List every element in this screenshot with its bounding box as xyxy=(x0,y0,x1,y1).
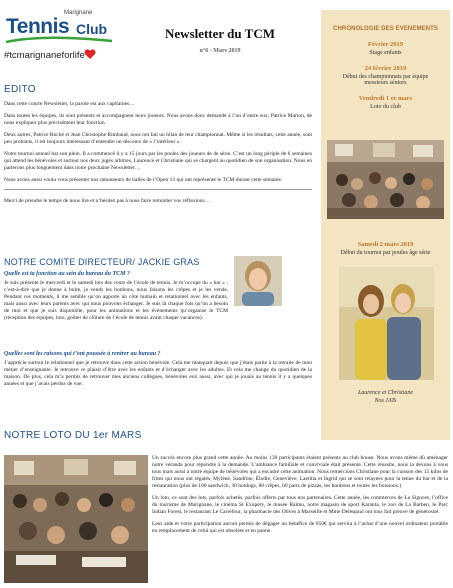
edito-paragraph: Dans toutes les équipes, ils sont présents et accompagnent leurs joueurs. Nous avons donc demandé à l’un d’entre eux, Patrice Marion, de nous expliquer plus précisément leur fonction. xyxy=(4,113,312,126)
event-date: Vendredi 1 er mars xyxy=(358,95,413,102)
heart-icon xyxy=(84,49,96,60)
edito-paragraph: Deux autres, Patrice Roché et Jean Christophe Rimbaud, nous ont fait un bilan de leur championnat. Même si les résultats, cette année, sont peu probants, il est toujours intéressant d’entendre un discours de « l’intérieur ». xyxy=(4,132,312,145)
edito-section xyxy=(4,84,312,210)
edito-paragraph: Nous avons aussi voulu vous présenter nos ramasseurs de balles de l’Open 13 qui ont représenté le TCM durant cette semaine. xyxy=(4,177,283,183)
newsletter-title: Newsletter du TCM xyxy=(164,26,275,41)
logo-club-text: Club xyxy=(76,21,108,37)
timeline-event xyxy=(321,65,450,86)
edito-paragraph: Merci de prendre le temps de nous lire et n’hésitez pas à nous faire remonter vos réflexions… xyxy=(4,198,211,204)
edito-paragraph: Dans cette courte Newsletter, la parole est aux capitaines… xyxy=(4,101,135,107)
events-timeline-sidebar xyxy=(321,10,450,440)
issue-label: n°6 - Mars 2019 xyxy=(199,48,241,54)
photo-caption xyxy=(321,389,450,405)
event-desc: Stage enfants xyxy=(369,50,402,56)
jat-portrait-photo xyxy=(339,267,434,380)
loto-room-photo xyxy=(327,140,444,219)
logo-swoosh-icon xyxy=(4,36,114,46)
caption-line: Laurence et Christiane xyxy=(357,390,414,396)
director-section-continued xyxy=(4,348,312,393)
event-desc: Loto du club xyxy=(370,104,401,110)
event-desc: Début du tournoi par poules âge série xyxy=(340,250,431,256)
jackie-portrait-photo xyxy=(234,256,282,306)
loto-crowd-photo xyxy=(4,455,148,583)
event-date: Samedi 2 mars 2019 xyxy=(357,241,414,248)
timeline-event xyxy=(321,41,450,56)
event-date: Février 2019 xyxy=(367,41,404,48)
event-date: 24 février 2019 xyxy=(364,65,407,72)
timeline-event xyxy=(321,241,450,256)
hashtag-text: #tcmarignaneforlife xyxy=(4,50,85,61)
section-divider xyxy=(4,189,312,190)
edito-paragraph: Notre tournoi annuel bat son plein. Il a commencé il y a 15 jours par les poules des joueurs de 4e série. C’est un long périple de 6 semaines qui attend les bénévoles et surtout nos deux juges arbitres, Laurence et Christiane qui se chargent au quotidien de son organisation. Nous en parlerons plus longuement dans notre prochaine Newsletter… xyxy=(4,151,312,171)
logo-tennis-text: Tennis xyxy=(6,15,70,38)
logo-brand-text: Marignane xyxy=(64,10,93,16)
director-section xyxy=(4,257,228,327)
loto-heading: NOTRE LOTO DU 1er MARS xyxy=(4,430,142,441)
answer-2: J’apprécie surtout le relationnel que je retrouve dans cette action bénévole. Cela me manquait depuis que j’étais partie à la retraite de mon métier d’enseignante. Je retrouve ce plaisir d’être avec les enfants et d’échanger avec les adultes. Et cela me change du quotidien de la maison. De plus, cela m’a permis de retrouver mes anciens collègues, bénévoles eux aussi, avec qui je jouais au tennis il y a quelques années et que j’avais perdus de vue. xyxy=(4,360,312,387)
loto-paragraph: Un succès encore plus grand cette année. Au moins 130 participants étaient présents au club house. Nous avons même dû aménager notre véranda pour répondre à la demande. L’ambiance familiale et conviviale était présente. Cette réussite, nous la devons à vous tous mais aussi à notre équipe de bénévoles qui a encadré cette animation. Nous remercions Christiane pour la cuisson des 15 kilos de frites qui nous ont régalés, Mylène, Sandrine, Élodie, Geneviève, Laetitia et Ingrid qui se sont relayées pour la tenue du bar et de la restauration (plus de 100 sandwich, 30 hotdogs, 80 crêpes, 60 parts de pizzas, les bonbons et toutes les boissons.) xyxy=(152,455,448,489)
director-heading: NOTRE COMITE DIRECTEUR/ JACKIE GRAS xyxy=(4,257,200,267)
question-1: Quelle est ta fonction au sein du bureau du TCM ? xyxy=(4,271,131,277)
loto-paragraph: Leur aide et votre participation auront permis de dégager un bénéfice de 850€ qui servira à l’achat d’une nouvel ordinateur portable en remplacement de celui qui est obsolète et en panne. xyxy=(152,521,448,534)
timeline-heading: CHRONOLOGIE DES EVENEMENTS xyxy=(333,26,438,32)
answer-1: Je suis présente le mercredi et le samedi lors des cours de l’école de tennis. Je m’occupe du « bar » ; c’est-à-dire que je donne à boire, je vends les bonbons, nous faisons les crêpes et je les vends. Pendant ces moments, il me semble qu’on apporte un côté humain et relationnel avec les enfants, mais aussi avec leurs parents avec qui nous pouvons échanger. Je suis là chaque fois qu’on a besoin de moi et que je suis disponible, pour les animations et les événements qu’organise le TCM (réception des équipes, loto, goûter de clôture de l’école de tennis avant chaque vacances). xyxy=(4,280,228,321)
event-desc: Début des championnats par équipe messieurs séniors xyxy=(342,74,429,86)
timeline-event xyxy=(321,95,450,110)
loto-paragraph: Un loto, ce sont des lots, parfois achetés, parfois offerts par tous nos partenaires. Cette année, les commerces de La Signore, l’office du tourisme de Marignane, le cinéma St Exupéry, le musée Raimu, notre magasin de sport Karanta, le zoo de La Barben, le Parc Indian Forest, le restaurant Le Carrefour, la pharmacie des Olives à Marseille et Mme Delespaul ont tous fait preuve de générosité. xyxy=(152,495,448,515)
edito-heading: EDITO xyxy=(4,84,36,95)
caption-line: Nos JATs xyxy=(374,398,397,404)
loto-section xyxy=(152,455,448,540)
question-2: Quelles sont les raisons qui t’ont poussée à rentrer au bureau ? xyxy=(4,351,161,357)
